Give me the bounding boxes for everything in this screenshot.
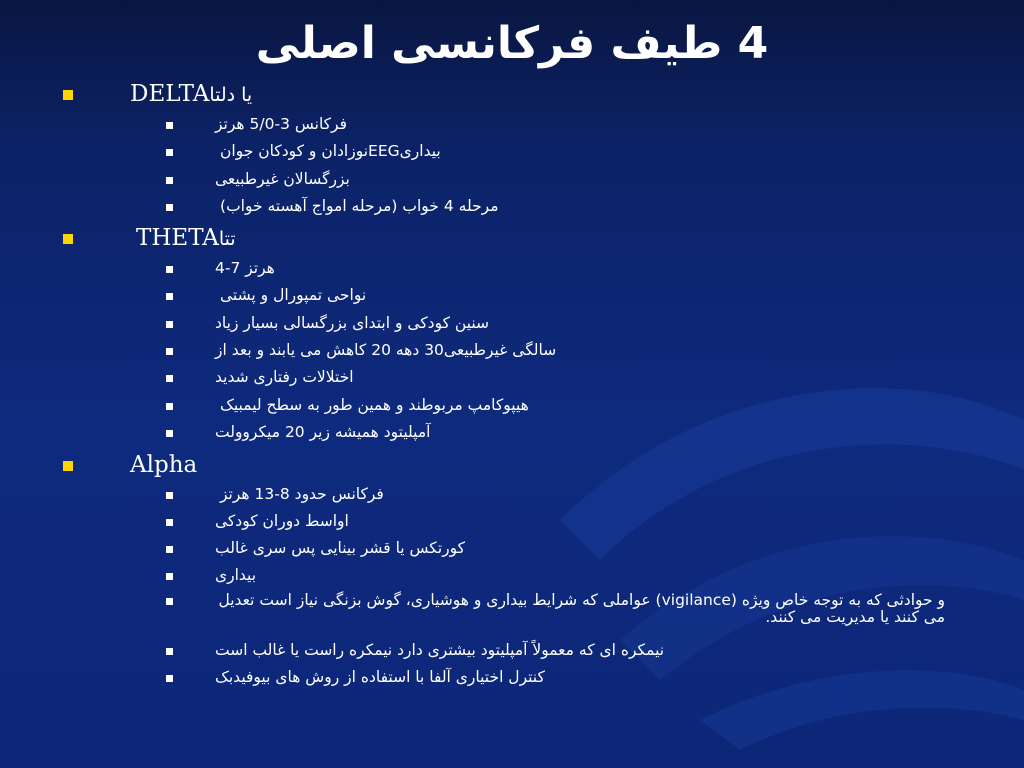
square-bullet-icon: [166, 348, 173, 355]
square-bullet-icon: [166, 375, 173, 382]
square-bullet-icon: [166, 122, 173, 129]
section-heading-suffix: يا دلتا: [209, 84, 253, 106]
square-bullet-icon: [166, 675, 173, 682]
square-bullet-icon: [166, 177, 173, 184]
section-heading-label: Alpha: [130, 452, 198, 478]
bullet-icon: [63, 461, 73, 471]
square-bullet-icon: [166, 430, 173, 437]
square-bullet-icon: [166, 492, 173, 499]
bullet-icon: [63, 234, 73, 244]
bullet-icon: [63, 90, 73, 100]
square-bullet-icon: [166, 648, 173, 655]
square-bullet-icon: [166, 266, 173, 273]
square-bullet-icon: [166, 149, 173, 156]
slide-title: 4 طيف فركانسی اصلی: [255, 18, 769, 69]
slide-body: DELTAيا دلتا فرکانس 3-5/0 هرتز نوزادان و کودکان جوانEEGبيداری بزرگسالان غيرطبيعی (مرحله 4 خواب (مرحله امواج آهسته خواب THETAتتا 4-7 هرتز نواحی تمپورال و پشتی سنين کودکی و ابتدای بزرگسالی بسيار زياد سالگی غيرطبيعی30 دهه 20 کاهش می يابند و بعد از اختلالات رفتاری شديد هيپوکامپ مربوطند و همين طور به سطح ليمبيک آمپليتود هميشه زير 20 ميکروولت Alpha فرکانس حدود 8-13 هرتز اواسط دوران کودکی کورتکس يا قشر بينايی پس سری غالب بيداری و حوادثی که به توجه خاص ويژه (vigilance) عواملی که شرايط بيداری و هوشياری، گوش بزنگی نياز است تعديل می کنند يا مديريت می کنند. نيمکره ای که معمولاً آمپليتود بيشتری دارد نيمکره راست يا غالب است کنترل اختياری آلفا با استفاده از روش های بيوفيدبک: [0, 0, 1024, 768]
square-bullet-icon: [166, 403, 173, 410]
square-bullet-icon: [166, 598, 173, 605]
square-bullet-icon: [166, 573, 173, 580]
square-bullet-icon: [166, 519, 173, 526]
section-heading-label: DELTA: [130, 81, 210, 107]
square-bullet-icon: [166, 204, 173, 211]
square-bullet-icon: [166, 546, 173, 553]
section-heading-label: THETA: [136, 225, 219, 251]
square-bullet-icon: [166, 293, 173, 300]
section-heading-suffix: تتا: [218, 228, 236, 250]
square-bullet-icon: [166, 321, 173, 328]
